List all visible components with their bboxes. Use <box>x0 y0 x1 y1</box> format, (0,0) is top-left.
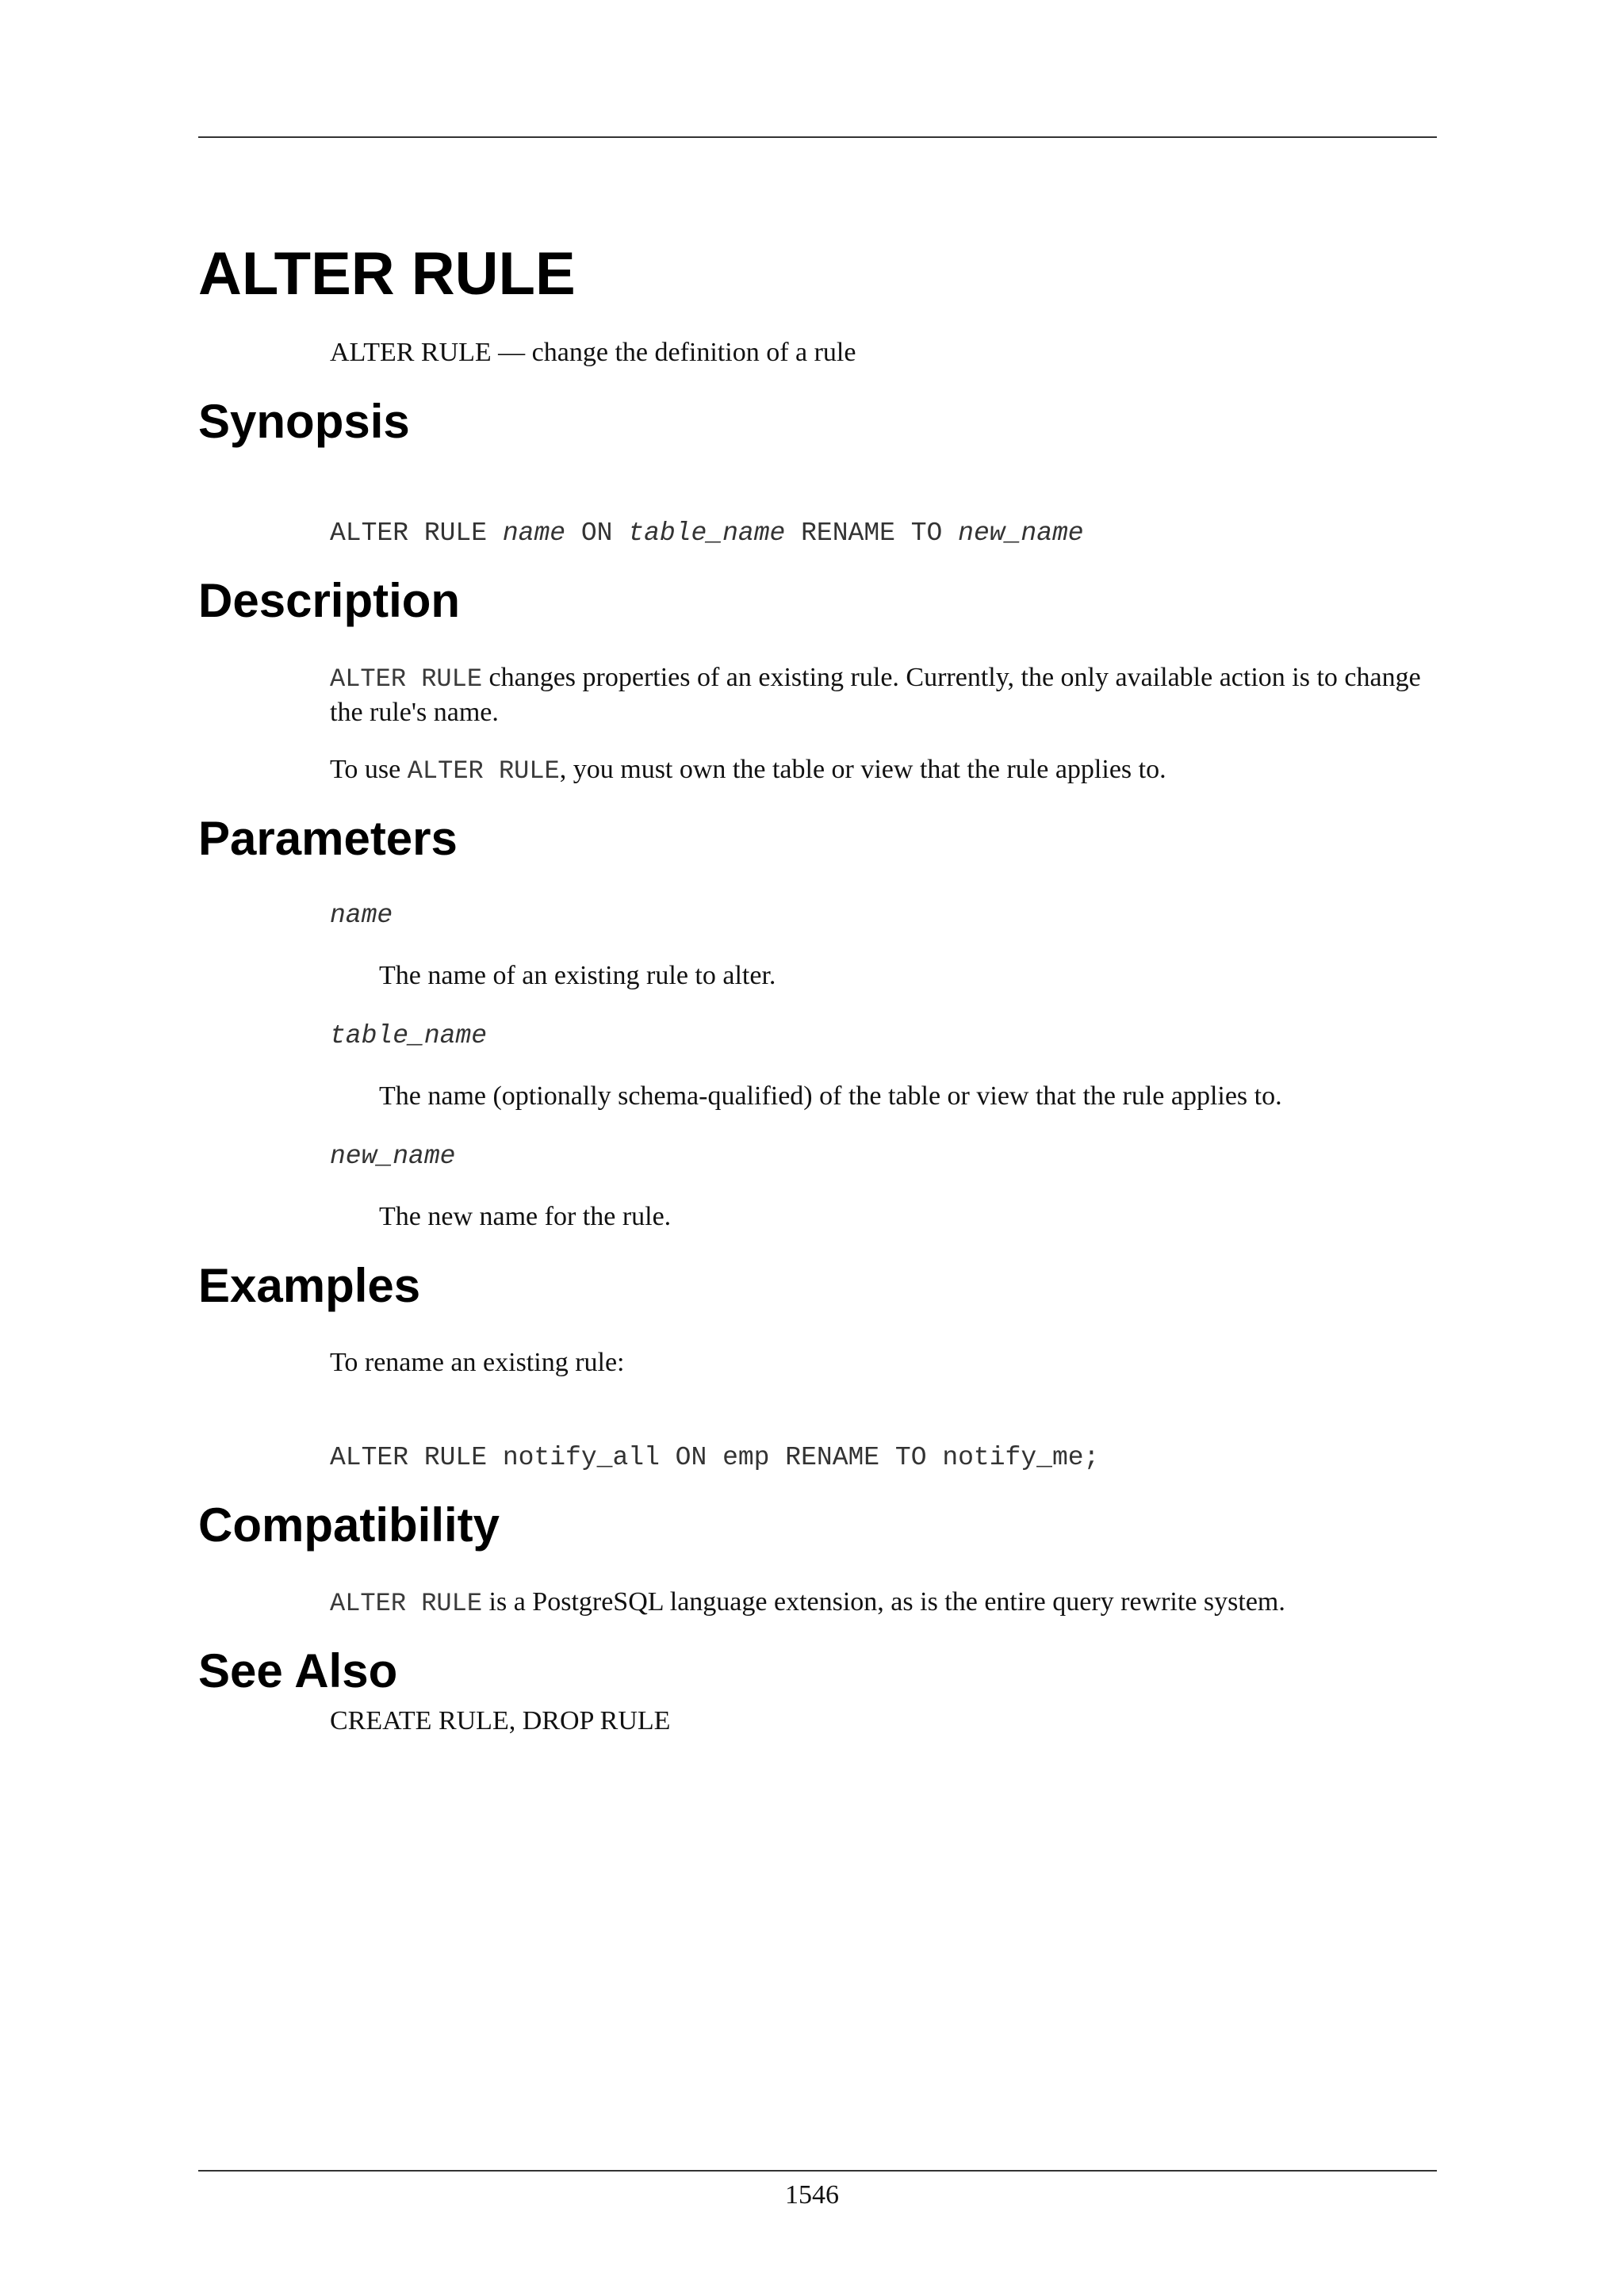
see-also-links[interactable]: CREATE RULE, DROP RULE <box>330 1706 671 1735</box>
compatibility-text: is a PostgreSQL language extension, as is the entire query rewrite system. <box>482 1587 1285 1617</box>
synopsis-param-new-name: new_name <box>958 519 1084 548</box>
description-command: ALTER RULE <box>407 756 560 786</box>
examples-heading: Examples <box>198 1259 421 1312</box>
examples-code: ALTER RULE notify_all ON emp RENAME TO notify_me; <box>330 1443 1100 1472</box>
synopsis-param-table-name: table_name <box>628 519 786 548</box>
synopsis-code <box>330 517 1084 550</box>
parameter-description: The name (optionally schema-qualified) of the table or view that the rule applies to. <box>379 1081 1282 1111</box>
header-rule <box>198 136 1437 138</box>
synopsis-code-part: ALTER RULE <box>330 519 503 548</box>
see-also-heading: See Also <box>198 1644 398 1697</box>
page-title: ALTER RULE <box>198 240 576 308</box>
parameters-heading: Parameters <box>198 812 458 865</box>
description-text: To use <box>330 755 408 784</box>
compatibility-command: ALTER RULE <box>330 1589 483 1618</box>
refpurpose: ALTER RULE — change the definition of a rule <box>330 338 856 367</box>
examples-intro: To rename an existing rule: <box>330 1348 625 1377</box>
description-command: ALTER RULE <box>330 664 483 694</box>
synopsis-param-name: name <box>502 519 566 548</box>
description-text: , you must own the table or view that the rule applies to. <box>559 755 1166 784</box>
description-paragraph-1 <box>330 661 1440 729</box>
parameter-term: new_name <box>330 1142 456 1171</box>
synopsis-code-part: RENAME TO <box>785 519 959 548</box>
description-paragraph-2 <box>330 753 1440 788</box>
parameter-term: table_name <box>330 1021 488 1050</box>
parameter-description: The new name for the rule. <box>379 1202 672 1231</box>
compatibility-paragraph <box>330 1586 1440 1621</box>
synopsis-code-part: ON <box>565 519 629 548</box>
footer-rule <box>198 2170 1437 2172</box>
page-number: 1546 <box>785 2180 839 2210</box>
description-heading: Description <box>198 574 461 627</box>
parameter-description: The name of an existing rule to alter. <box>379 961 776 990</box>
compatibility-heading: Compatibility <box>198 1498 500 1552</box>
synopsis-heading: Synopsis <box>198 395 410 448</box>
description-text: changes properties of an existing rule. Currently, the only available action is to change the rule's name. <box>330 663 1421 727</box>
parameter-term: name <box>330 901 393 930</box>
